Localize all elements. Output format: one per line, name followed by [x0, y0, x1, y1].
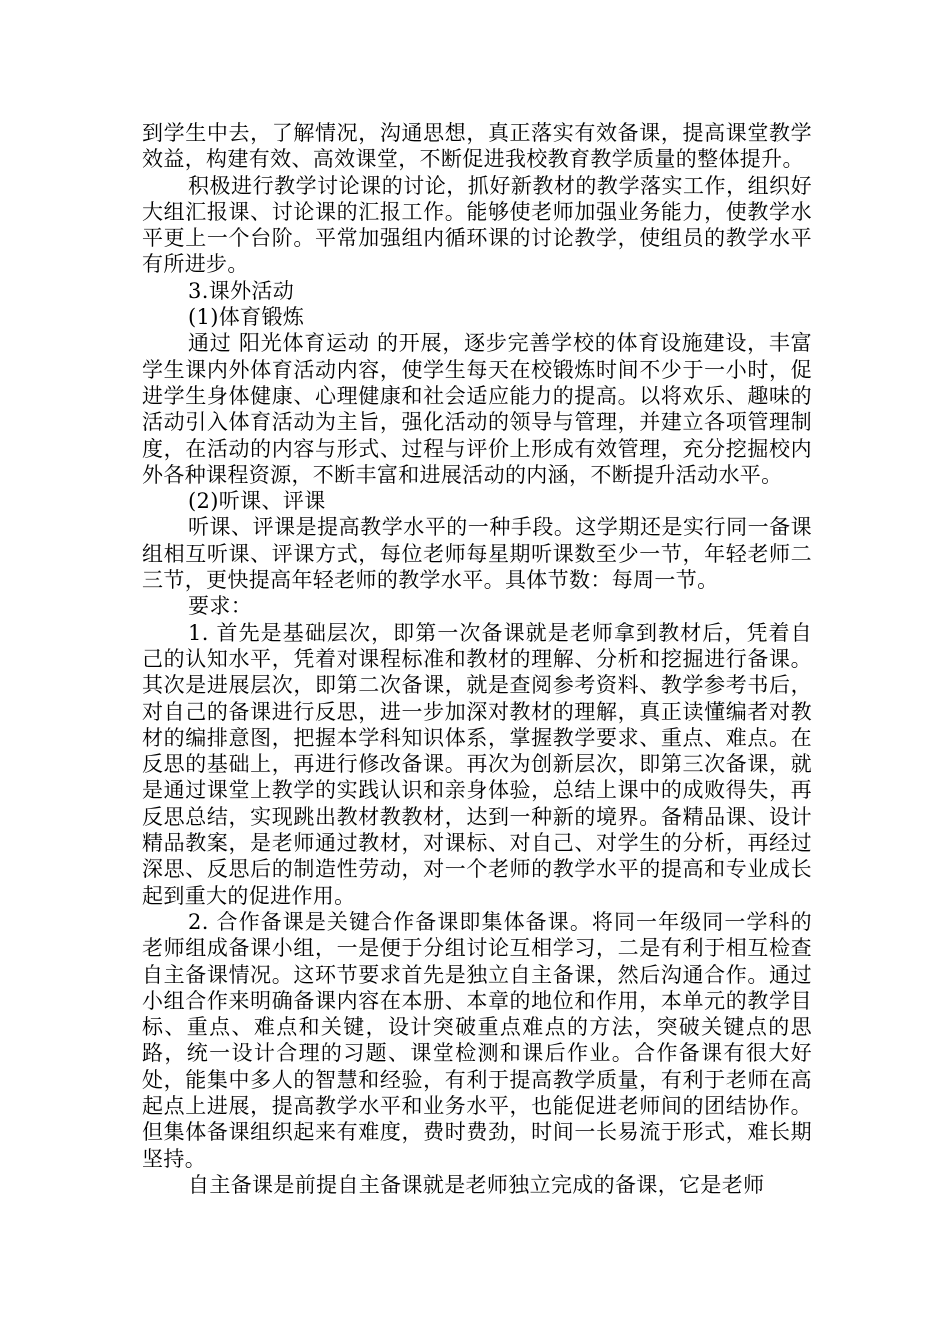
paragraph-lesson-observation: 听课、评课是提高教学水平的一种手段。这学期还是实行同一备课组相互听课、评课方式，每位老师每星期听课数至少一节，年轻老师二 三节，更快提高年轻老师的教学水平。具体节数：每周一节。 — [142, 515, 812, 593]
document-page — [142, 120, 812, 1198]
paragraph-requirement-1: 1. 首先是基础层次，即第一次备课就是老师拿到教材后，凭着自己的认知水平，凭着对课程标准和教材的理解、分析和挖掘进行备课。其次是进展层次，即第二次备课，就是查阅参考资料、教学参考书后，对自己的备课进行反思，进一步加深对教材的理解，真正读懂编者对教材的编排意图，把握本学科知识体系，掌握教学要求、重点、难点。在反思的基础上，再进行修改备课。再次为创新层次，即第三次备课，就是通过课堂上教学的实践认识和亲身体验，总结上课中的成败得失，再反思总结，实现跳出教材教教材，达到一种新的境界。备精品课、设计精品教案，是老师通过教材，对课标、对自己、对学生的分析，再经过深思、反思后的制造性劳动，对一个老师的教学水平的提高和专业成长起到重大的促进作用。 — [142, 620, 812, 908]
paragraph-self-preparation: 自主备课是前提自主备课就是老师独立完成的备课，它是老师 — [188, 1172, 765, 1197]
heading-extracurricular: 3.课外活动 — [188, 278, 295, 303]
paragraph-1: 到学生中去，了解情况，沟通思想，真正落实有效备课，提高课堂教学效益，构建有效、高效课堂，不断促进我校教育教学质量的整体提升。 — [142, 121, 812, 172]
paragraph-2: 积极进行教学讨论课的讨论，抓好新教材的教学落实工作，组织好大组汇报课、讨论课的汇报工作。能够使老师加强业务能力，使教学水平更上一个台阶。平常加强组内循环课的讨论教学，使组员的教学水平有所进步。 — [142, 173, 812, 277]
requirements-label: 要求： — [188, 594, 253, 619]
paragraph-sports: 通过 阳光体育运动 的开展，逐步完善学校的体育设施建设，丰富学生课内外体育活动内容，使学生每天在校锻炼时间不少于一小时，促进学生身体健康、心理健康和社会适应能力的提高。以将欢乐、趣味的活动引入体育活动为主旨，强化活动的领导与管理，并建立各项管理制度，在活动的内容与形式、过程与评价上形成有效管理，充分挖掘校内外各种课程资源，不断丰富和进展活动的内涵，不断提升活动水平。 — [142, 331, 812, 487]
subheading-sports: (1)体育锻炼 — [188, 305, 305, 330]
subheading-lesson-observation: (2)听课、评课 — [188, 489, 326, 514]
paragraph-requirement-2: 2. 合作备课是关键合作备课即集体备课。将同一年级同一学科的老师组成备课小组，一是便于分组讨论互相学习，二是有利于相互检查自主备课情况。这环节要求首先是独立自主备课，然后沟通合作。通过小组合作来明确备课内容在本册、本章的地位和作用，本单元的教学目标、重点、难点和关键，设计突破重点难点的方法，突破关键点的思路，统一设计合理的习题、课堂检测和课后作业。合作备课有很大好处，能集中多人的智慧和经验，有利于提高教学质量，有利于老师在高起点上进展，提高教学水平和业务水平，也能促进老师间的团结协作。但集体备课组织起来有难度，费时费劲，时间一长易流于形式，难长期坚持。 — [142, 909, 812, 1171]
